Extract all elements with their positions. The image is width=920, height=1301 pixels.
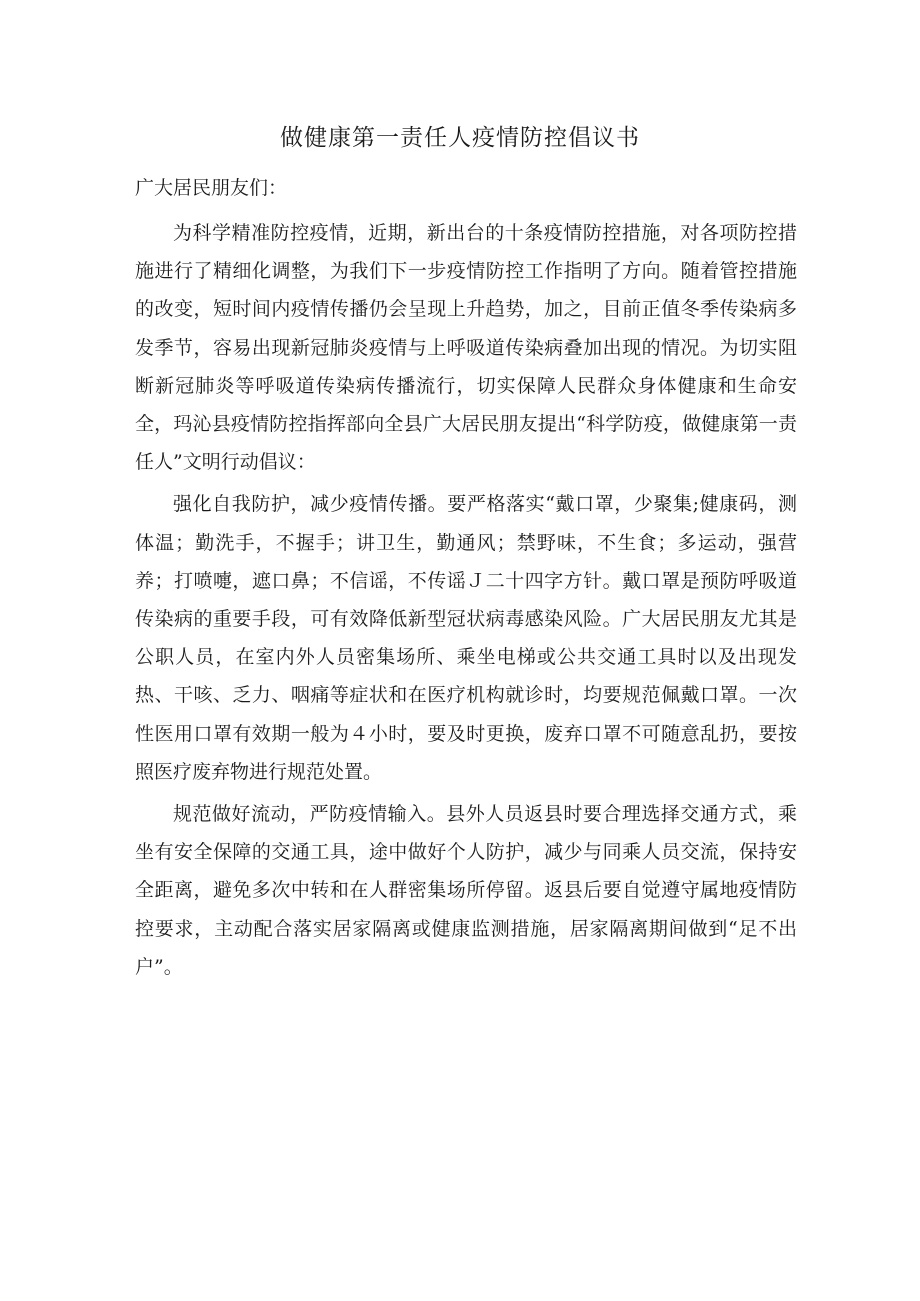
paragraph-self-protection: 强化自我防护，减少疫情传播。要严格落实“戴口罩，少聚集;健康码，测体温；勤洗手，不握手；讲卫生，勤通风；禁野味，不生食；多运动，强营养；打喷嚏，遮口鼻；不信谣，不传谣Ｊ二十四字方针。戴口罩是预防呼吸道传染病的重要手段，可有效降低新型冠状病毒感染风险。广大居民朋友尤其是公职人员，在室内外人员密集场所、乘坐电梯或公共交通工具时以及出现发热、干咳、乏力、咽痛等症状和在医疗机构就诊时，均要规范佩戴口罩。一次性医用口罩有效期一般为４小时，要及时更换，废弃口罩不可随意乱扔，要按照医疗废弃物进行规范处置。 <box>135 493 797 783</box>
paragraph-intro: 为科学精准防控疫情，近期，新出台的十条疫情防控措施，对各项防控措施进行了精细化调整，为我们下一步疫情防控工作指明了方向。随着管控措施的改变，短时间内疫情传播仍会呈现上升趋势，加之，目前正值冬季传染病多发季节，容易出现新冠肺炎疫情与上呼吸道传染病叠加出现的情况。为切实阻断新冠肺炎等呼吸道传染病传播流行，切实保障人民群众身体健康和生命安全，玛沁县疫情防控指挥部向全县广大居民朋友提出“科学防疫，做健康第一责任人”文明行动倡议： <box>135 222 797 474</box>
document-body <box>135 214 797 990</box>
document-title: 做健康第一责任人疫情防控倡议书 <box>280 125 640 151</box>
paragraph-travel: 规范做好流动，严防疫情输入。县外人员返县时要合理选择交通方式，乘坐有安全保障的交通工具，途中做好个人防护，减少与同乘人员交流，保持安全距离，避免多次中转和在人群密集场所停留。返县后要自觉遵守属地疫情防控要求，主动配合落实居家隔离或健康监测措施，居家隔离期间做到“足不出户”。 <box>135 803 797 978</box>
salutation: 广大居民朋友们： <box>135 177 288 199</box>
